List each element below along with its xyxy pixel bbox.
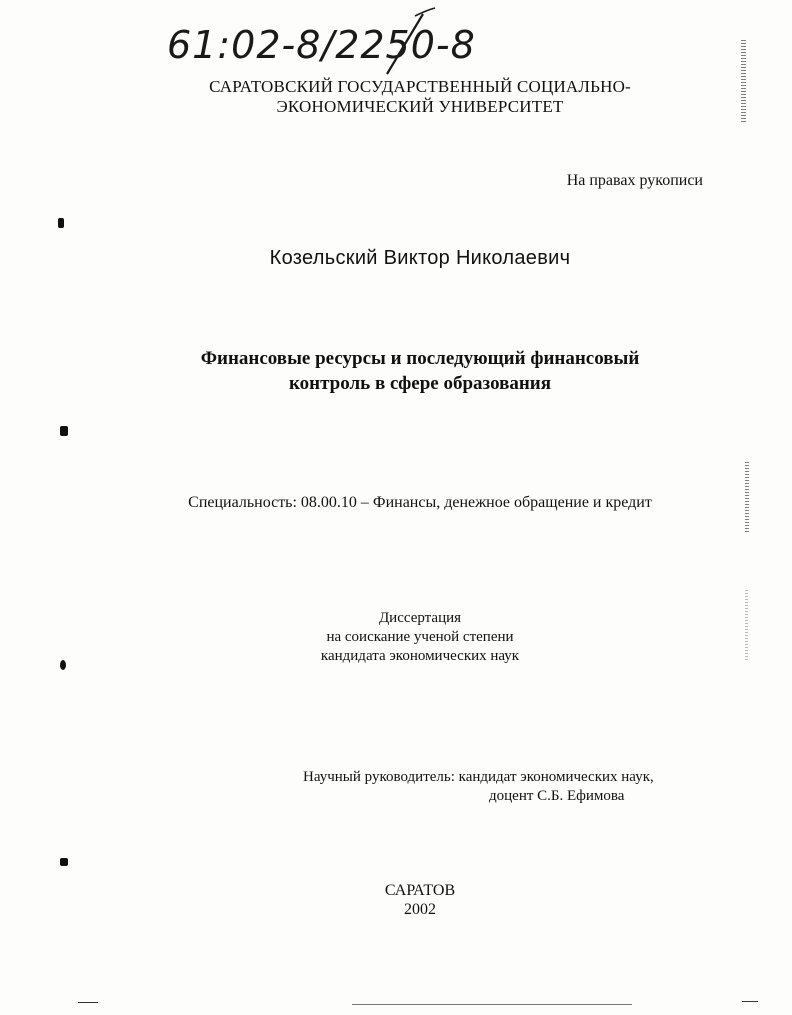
degree-line-3: кандидата экономических наук [320,648,520,664]
scan-edge-rule [352,1004,632,1005]
degree-line-2: на соискание ученой степени [326,629,514,645]
year: 2002 [404,901,436,918]
scan-edge-strip [745,590,748,660]
supervisor-line-1: Научный руководитель: кандидат экономических наук, [303,769,654,785]
handwritten-archive-code [165,6,585,76]
binder-mark [60,426,68,436]
dissertation-title [140,346,700,396]
scan-edge-rule [742,1001,758,1002]
binder-mark [60,858,68,866]
rights-notice: На правах рукописи [566,172,703,189]
supervisor-line-2: доцент С.Б. Ефимова [489,788,625,804]
handwriting-graphic [165,6,585,76]
binder-mark [58,218,64,228]
title-line-2: контроль в сфере образования [288,373,552,394]
university-line-2: ЭКОНОМИЧЕСКИЙ УНИВЕРСИТЕТ [276,97,564,116]
scan-edge-rule [78,1002,98,1003]
city: САРАТОВ [384,882,456,899]
scan-edge-strip [741,40,746,122]
scan-edge-strip [745,462,749,532]
degree-line-1: Диссертация [378,610,462,626]
city-year-block [330,881,510,919]
handwriting-flourish [415,8,435,16]
title-line-1: Финансовые ресурсы и последующий финансовый [200,348,640,369]
binder-mark [60,660,66,670]
supervisor-block [303,768,723,806]
author-name: Козельский Виктор Николаевич [269,247,571,269]
dissertation-degree-block [270,609,570,666]
handwritten-code-text: 61:02-8/2250-8 [167,23,476,67]
university-line-1: САРАТОВСКИЙ ГОСУДАРСТВЕННЫЙ СОЦИАЛЬНО- [209,77,631,96]
speciality-line: Специальность: 08.00.10 – Финансы, денежное обращение и кредит [188,494,652,511]
university-name [150,77,690,117]
